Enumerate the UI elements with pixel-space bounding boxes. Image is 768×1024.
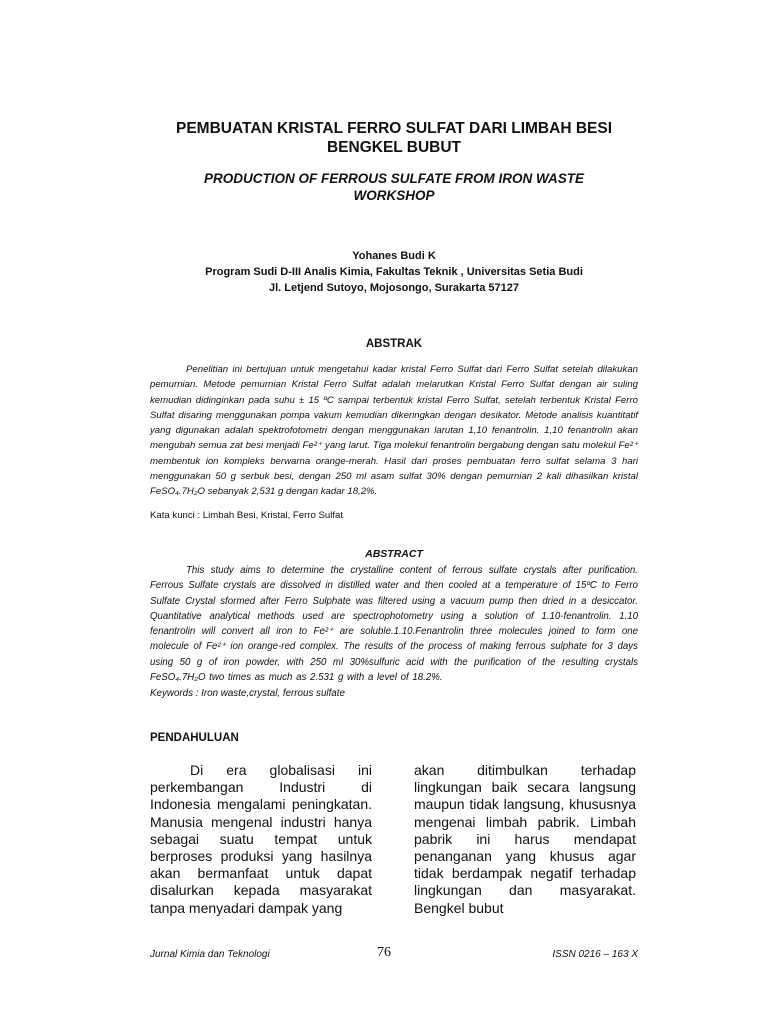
abstrak-heading: ABSTRAK <box>365 338 423 350</box>
body-column-right: akan ditimbulkan terhadap lingkungan baik secara langsung maupun tidak langsung, khususnya mengenai limbah pabrik. Limbah pabrik ini harus mendapat penanganan yang khusus agar tidak berdampak negatif terhadap lingkungan dan masyarakat. Bengkel bubut <box>414 762 636 916</box>
body-column-left: Di era globalisasi ini perkembangan Industri di Indonesia mengalami peningkatan. Manusia mengenal industri hanya sebagai suatu tempat untuk berproses produksi yang hasilnya akan bermanfaat untuk dapat disalurkan kepada masyarakat tanpa menyadari dampak yang <box>150 762 372 916</box>
author-block <box>150 248 638 296</box>
abstract-heading: ABSTRACT <box>365 548 423 560</box>
paper-title <box>150 119 638 157</box>
section-heading-pendahuluan: PENDAHULUAN <box>150 732 239 744</box>
abstract-body: This study aims to determine the crystalline content of ferrous sulfate crystals after purification. Ferrous Sulfate crystals are dissolved in distilled water and then cooled at a temperature of 15ºC to Ferro Sulfate Crystal sformed after Ferro Sulphate was filtered using a vacuum pump then dried in a desiccator. Quantitative analytical methods used are spectrophotometry using a solution of 1.10-fenantrolin. 1.10 fenantrolin will convert all iron to Fe²⁺ are soluble.1.10.Fenantrolin three molecules joined to form one molecule of Fe²⁺ ion orange-red complex. The results of the process of making ferrous sulphate for 3 days using 50 g of iron powder, with 250 ml 30%sulfuric acid with the purification of the resulting crystals FeSO₄.7H₂O two times as much as 2.531 g with a level of 18.2%. <box>150 565 638 684</box>
abstract-keywords: Keywords : Iron waste,crystal, ferrous sulfate <box>150 688 345 699</box>
paper-title-line-2: BENGKEL BUBUT <box>326 139 462 156</box>
author-affiliation: Program Sudi D-III Analis Kimia, Fakultas Teknik , Universitas Setia Budi <box>205 266 583 278</box>
paper-title-english-line-2: WORKSHOP <box>353 188 435 203</box>
author-address: Jl. Letjend Sutoyo, Mojosongo, Surakarta 57127 <box>268 282 519 294</box>
author-name: Yohanes Budi K <box>352 250 436 262</box>
paper-title-english <box>150 170 638 204</box>
footer-page-number: 76 <box>377 945 391 960</box>
footer-journal-name: Jurnal Kimia dan Teknologi <box>150 949 270 960</box>
footer-issn: ISSN 0216 – 163 X <box>552 949 638 960</box>
abstrak-keywords: Kata kunci : Limbah Besi, Kristal, Ferro Sulfat <box>150 510 344 521</box>
abstrak-body: Penelitian ini bertujuan untuk mengetahui kadar kristal Ferro Sulfat dari Ferro Sulfat setelah dilakukan pemurnian. Metode pemurnian Kristal Ferro Sulfat adalah melarutkan Kristal Ferro Sulfat dengan air suling kemudian didinginkan pada suhu ± 15 ºC sampai terbentuk kristal Ferro Sulfat, setelah terbentuk Kristal Ferro Sulfat disaring menggunakan pompa vakum kemudian dikeringkan dengan desikator. Metode analisis kuantitatif yang digunakan adalah spektrofotometri dengan menggunakan larutan 1,10 fenantrolin. 1,10 fenantrolin akan mengubah semua zat besi menjadi Fe²⁺ yang larut. Tiga molekul fenantrolin bergabung dengan satu molekul Fe²⁺ membentuk ion kompleks berwarna orange-merah. Hasil dari proses pembuatan ferro sulfat selama 3 hari menggunakan 50 g serbuk besi, dengan 250 ml asam sulfat 30% dengan pemurnian 2 kali dihasilkan kristal FeSO₄.7H₂O sebanyak 2,531 g dengan kadar 18,2%. <box>150 364 638 498</box>
paper-title-line-1: PEMBUATAN KRISTAL FERRO SULFAT DARI LIMBAH BESI <box>176 120 612 137</box>
paper-title-english-line-1: PRODUCTION OF FERROUS SULFATE FROM IRON WASTE <box>204 171 584 186</box>
